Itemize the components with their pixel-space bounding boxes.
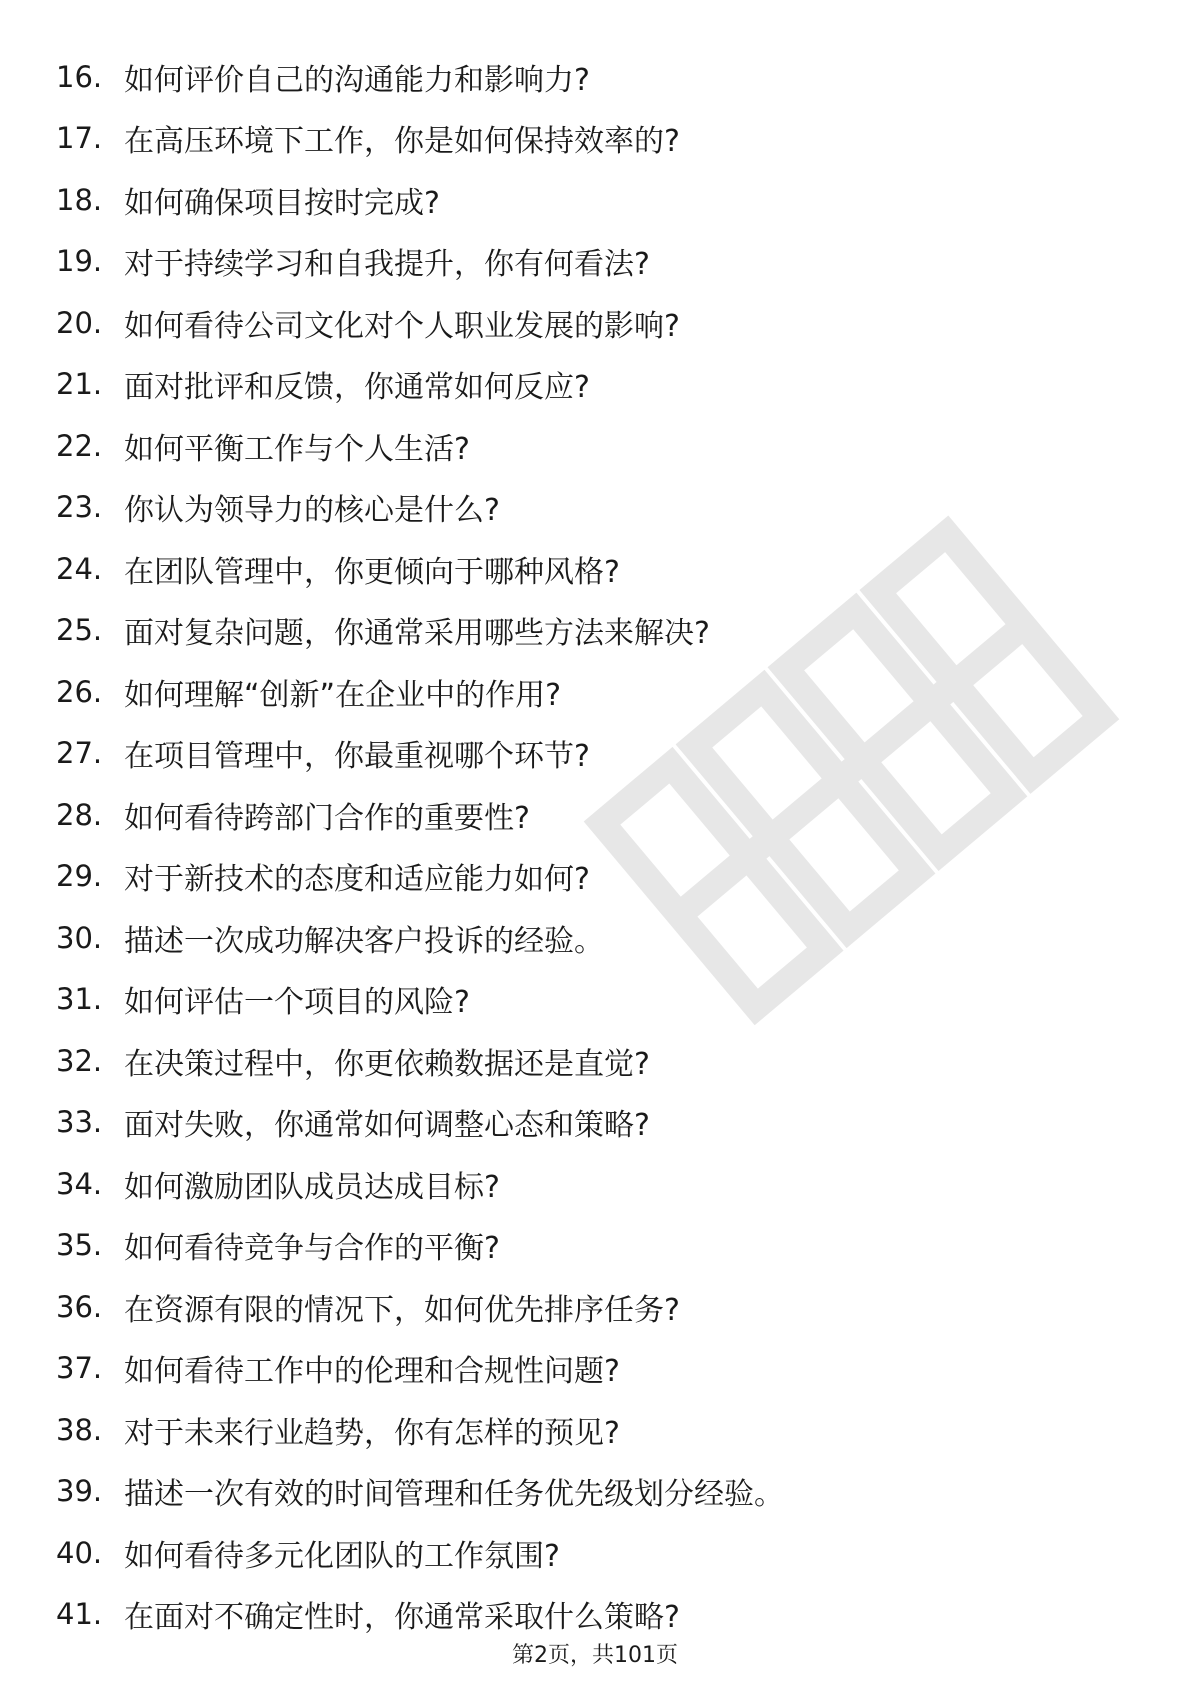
question-text: 在决策过程中，你更依赖数据还是直觉? — [124, 1046, 650, 1082]
question-item — [0, 1338, 1190, 1400]
question-item — [0, 477, 1190, 539]
question-item — [0, 292, 1190, 354]
question-item — [0, 1522, 1190, 1584]
question-text: 在项目管理中，你最重视哪个环节? — [124, 739, 590, 775]
question-item — [0, 1153, 1190, 1215]
question-number: 18. — [56, 182, 103, 217]
question-text: 如何看待工作中的伦理和合规性问题? — [124, 1354, 620, 1390]
page-footer: 第2页，共101页 — [512, 1643, 678, 1668]
question-item — [0, 1584, 1190, 1646]
question-item — [0, 538, 1190, 600]
question-number: 31. — [56, 982, 103, 1017]
question-text: 如何看待跨部门合作的重要性? — [124, 800, 530, 836]
question-number: 20. — [56, 305, 103, 340]
question-text: 你认为领导力的核心是什么? — [124, 493, 500, 529]
question-number: 32. — [56, 1043, 103, 1078]
question-number: 23. — [56, 490, 103, 525]
question-number: 27. — [56, 736, 103, 771]
question-number: 19. — [56, 244, 103, 279]
question-number: 24. — [56, 551, 103, 586]
question-item — [0, 1276, 1190, 1338]
question-item — [0, 169, 1190, 231]
question-item — [0, 1399, 1190, 1461]
question-text: 在团队管理中，你更倾向于哪种风格? — [124, 554, 620, 590]
question-item — [0, 46, 1190, 108]
question-item — [0, 415, 1190, 477]
question-item — [0, 1092, 1190, 1154]
question-item — [0, 1461, 1190, 1523]
question-text: 如何激励团队成员达成目标? — [124, 1169, 500, 1205]
question-number: 40. — [56, 1535, 103, 1570]
question-text: 对于新技术的态度和适应能力如何? — [124, 862, 590, 898]
question-number: 34. — [56, 1166, 103, 1201]
question-text: 面对批评和反馈，你通常如何反应? — [124, 370, 590, 406]
question-item — [0, 969, 1190, 1031]
question-text: 如何看待竞争与合作的平衡? — [124, 1231, 500, 1267]
question-item — [0, 1030, 1190, 1092]
question-number: 36. — [56, 1289, 103, 1324]
question-item — [0, 231, 1190, 293]
question-text: 对于未来行业趋势，你有怎样的预见? — [124, 1415, 620, 1451]
question-number: 25. — [56, 613, 103, 648]
question-text: 在高压环境下工作，你是如何保持效率的? — [124, 124, 680, 160]
question-number: 30. — [56, 920, 103, 955]
question-text: 描述一次有效的时间管理和任务优先级划分经验。 — [124, 1477, 784, 1513]
question-text: 如何评估一个项目的风险? — [124, 985, 470, 1021]
question-text: 如何看待公司文化对个人职业发展的影响? — [124, 308, 680, 344]
question-text: 在资源有限的情况下，如何优先排序任务? — [124, 1292, 680, 1328]
question-number: 37. — [56, 1351, 103, 1386]
question-number: 29. — [56, 859, 103, 894]
question-number: 16. — [56, 59, 103, 94]
question-number: 39. — [56, 1474, 103, 1509]
question-text: 描述一次成功解决客户投诉的经验。 — [124, 923, 604, 959]
question-item — [0, 600, 1190, 662]
question-item — [0, 108, 1190, 170]
question-text: 如何理解“创新”在企业中的作用? — [124, 677, 562, 713]
question-text: 在面对不确定性时，你通常采取什么策略? — [124, 1600, 680, 1636]
question-text: 面对复杂问题，你通常采用哪些方法来解决? — [124, 616, 710, 652]
question-item — [0, 846, 1190, 908]
question-item — [0, 354, 1190, 416]
question-item — [0, 661, 1190, 723]
question-item — [0, 723, 1190, 785]
question-text: 如何确保项目按时完成? — [124, 185, 440, 221]
question-text: 如何平衡工作与个人生活? — [124, 431, 470, 467]
question-text: 如何看待多元化团队的工作氛围? — [124, 1538, 560, 1574]
question-list — [0, 46, 1190, 1645]
question-text: 如何评价自己的沟通能力和影响力? — [124, 62, 590, 98]
question-item — [0, 784, 1190, 846]
question-text: 对于持续学习和自我提升，你有何看法? — [124, 247, 650, 283]
question-number: 41. — [56, 1597, 103, 1632]
question-number: 17. — [56, 121, 103, 156]
question-number: 35. — [56, 1228, 103, 1263]
question-text: 面对失败，你通常如何调整心态和策略? — [124, 1108, 650, 1144]
question-number: 22. — [56, 428, 103, 463]
question-number: 33. — [56, 1105, 103, 1140]
question-number: 28. — [56, 797, 103, 832]
question-item — [0, 1215, 1190, 1277]
question-number: 26. — [56, 674, 103, 709]
question-item — [0, 907, 1190, 969]
question-number: 21. — [56, 367, 103, 402]
question-number: 38. — [56, 1412, 103, 1447]
